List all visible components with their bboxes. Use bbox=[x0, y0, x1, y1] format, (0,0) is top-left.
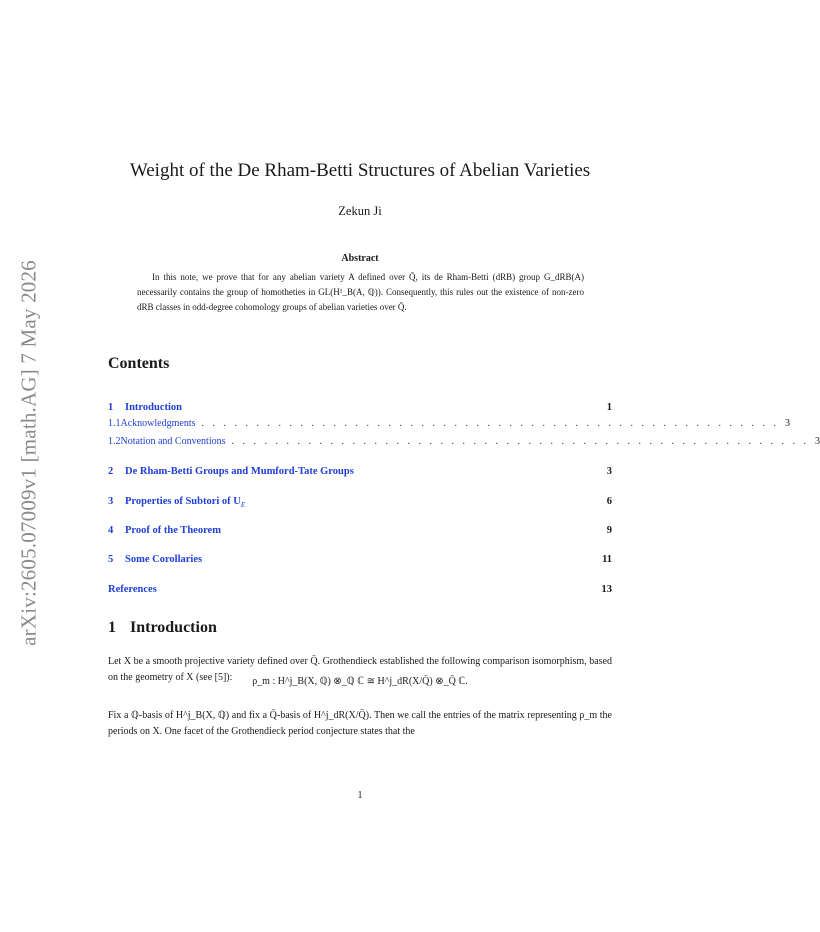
toc-entry-subtori[interactable] bbox=[108, 496, 612, 510]
toc-link-text: Properties of Subtori of U bbox=[125, 496, 241, 507]
section-title: Introduction bbox=[130, 619, 217, 636]
toc-leader-dots: . . . . . . . . . . . . . . . . . . . . . . . . . . . . . . . . . . . . . . . . . . . . . . . . . . . . . bbox=[201, 418, 779, 429]
paper-author: Zekun Ji bbox=[338, 204, 382, 218]
paragraph: Let X be a smooth projective variety defined over Q̄. Grothendieck established the following comparison isomorphism, based on the geometry of X (see [5]): bbox=[108, 656, 612, 683]
abstract-body: In this note, we prove that for any abelian variety A defined over Q̄, its de Rham-Betti (dRB) group G_dRB(A) necessarily contains the group of homotheties in GL(H¹_B(A, ℚ)). Consequently, this rules out the existence of non-zero dRB classes in odd-degree cohomology groups of abelian varieties over Q̄. bbox=[137, 272, 584, 313]
toc-link[interactable]: Acknowledgments bbox=[120, 418, 196, 429]
page-number: 1 bbox=[357, 790, 363, 801]
toc-entry-corollaries[interactable] bbox=[108, 554, 612, 568]
toc-page: 13 bbox=[601, 584, 612, 595]
toc-link-subscript: E bbox=[240, 501, 246, 510]
toc-entry-notation[interactable] bbox=[108, 436, 820, 450]
toc-number: 2 bbox=[108, 466, 114, 477]
toc-link[interactable]: Notation and Conventions bbox=[120, 436, 226, 447]
section-number: 1 bbox=[108, 619, 116, 636]
toc-entry-proof[interactable] bbox=[108, 525, 612, 539]
paragraph: Fix a ℚ-basis of H^j_B(X, ℚ) and fix a Q̄-basis of H^j_dR(X/Q̄). Then we call the entries of the matrix representing ρ_m the periods on X. One facet of the Grothendieck period conjecture states that the bbox=[108, 710, 612, 737]
toc-link[interactable]: Introduction bbox=[125, 402, 182, 413]
toc-number: 1.1 bbox=[108, 418, 121, 429]
toc-entry-introduction[interactable] bbox=[108, 402, 612, 416]
toc-page: 9 bbox=[606, 525, 612, 536]
toc-page: 11 bbox=[602, 554, 612, 565]
toc-number: 1 bbox=[108, 402, 114, 413]
toc-entry-acknowledgments[interactable] bbox=[108, 418, 790, 432]
toc-link[interactable]: References bbox=[108, 584, 157, 595]
arxiv-sidebar bbox=[14, 248, 44, 658]
toc-link[interactable]: Some Corollaries bbox=[125, 554, 203, 565]
toc-page: 3 bbox=[785, 418, 790, 429]
section-heading bbox=[108, 619, 217, 637]
abstract-heading: Abstract bbox=[341, 253, 379, 264]
toc-page: 6 bbox=[606, 496, 612, 507]
toc-entry-references[interactable] bbox=[108, 584, 612, 598]
toc-link[interactable]: Proof of the Theorem bbox=[125, 525, 221, 536]
toc-number: 1.2 bbox=[108, 436, 121, 447]
arxiv-identifier: arXiv:2605.07009v1 [math.AG] 7 May 2026 bbox=[16, 260, 41, 646]
toc-page: 1 bbox=[606, 402, 612, 413]
toc-number: 5 bbox=[108, 554, 114, 565]
toc-page: 3 bbox=[606, 466, 612, 477]
toc-page: 3 bbox=[815, 436, 820, 447]
toc-entry-drb-groups[interactable] bbox=[108, 466, 612, 480]
toc-link[interactable] bbox=[125, 496, 245, 509]
toc-link[interactable]: De Rham-Betti Groups and Mumford-Tate Groups bbox=[125, 466, 354, 477]
contents-heading: Contents bbox=[108, 355, 170, 372]
paper-title: Weight of the De Rham-Betti Structures of Abelian Varieties bbox=[129, 160, 591, 181]
toc-number: 4 bbox=[108, 525, 114, 536]
toc-number: 3 bbox=[108, 496, 114, 507]
toc-leader-dots: . . . . . . . . . . . . . . . . . . . . . . . . . . . . . . . . . . . . . . . . . . . . . . . . . . . . . bbox=[231, 436, 809, 447]
display-equation: ρ_m : H^j_B(X, ℚ) ⊗_ℚ ℂ ≅ H^j_dR(X/Q̄) ⊗_Q̄ ℂ. bbox=[252, 676, 468, 687]
